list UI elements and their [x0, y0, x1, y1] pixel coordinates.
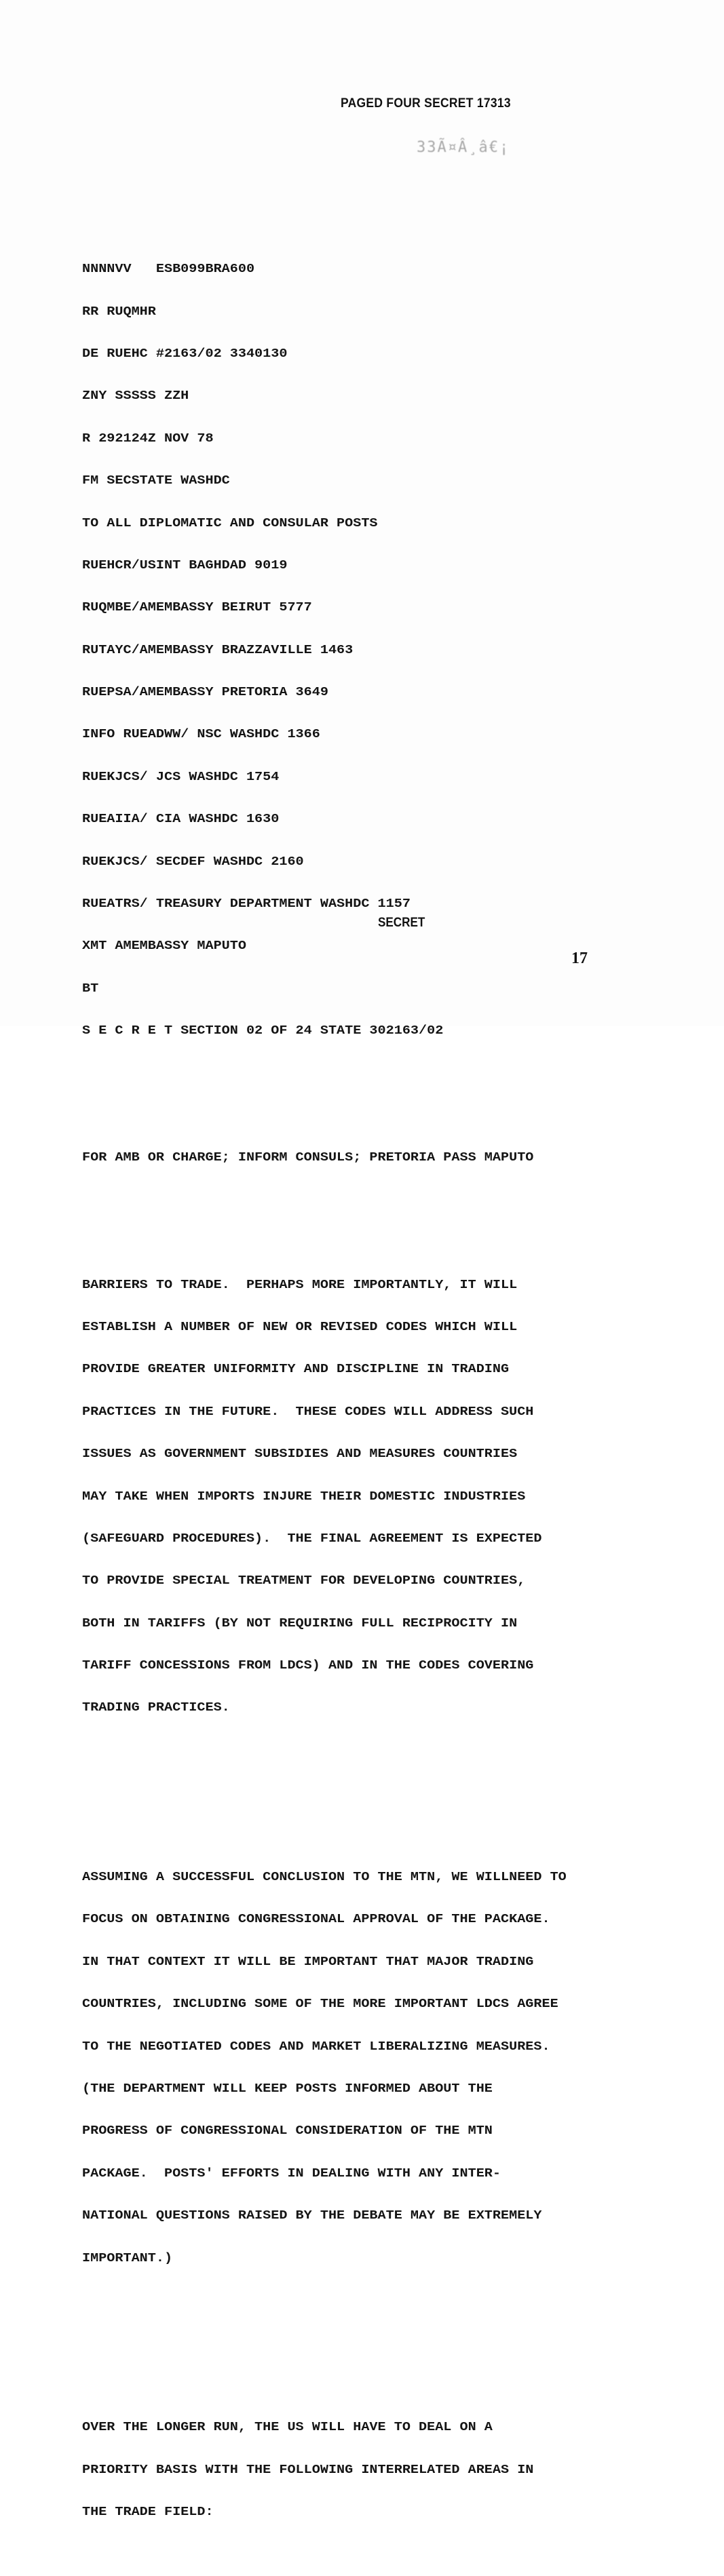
spacer [82, 1786, 567, 1800]
body-line: (THE DEPARTMENT WILL KEEP POSTS INFORMED ABOUT THE [82, 2082, 493, 2096]
header-line: RUEKJCS/ JCS WASHDC 1754 [82, 770, 280, 784]
message-header-block [82, 235, 567, 1067]
header-line: ZNY SSSSS ZZH [82, 389, 189, 404]
header-line: DE RUEHC #2163/02 3340130 [82, 347, 288, 361]
paragraph-3 [82, 2393, 567, 2548]
header-line: BT [82, 981, 99, 996]
header-line: TO ALL DIPLOMATIC AND CONSULAR POSTS [82, 516, 378, 530]
body-line: TARIFF CONCESSIONS FROM LDCS) AND IN THE CODES COVERING [82, 1659, 534, 1673]
body-line: BARRIERS TO TRADE. PERHAPS MORE IMPORTANTLY, IT WILL [82, 1278, 518, 1292]
header-line: RUEPSA/AMEMBASSY PRETORIA 3649 [82, 686, 328, 700]
body-line: ASSUMING A SUCCESSFUL CONCLUSION TO THE MTN, WE WILLNEED TO [82, 1871, 567, 1885]
body-line: PRIORITY BASIS WITH THE FOLLOWING INTERRELATED AREAS IN [82, 2463, 534, 2477]
body-line: (SAFEGUARD PROCEDURES). THE FINAL AGREEMENT IS EXPECTED [82, 1531, 542, 1546]
body-line: FOCUS ON OBTAINING CONGRESSIONAL APPROVAL OF THE PACKAGE. [82, 1913, 550, 1927]
page-number: 17 [571, 950, 588, 967]
paragraph-1 [82, 1250, 567, 1744]
header-line: RR RUQMHR [82, 305, 156, 319]
spacer [82, 1109, 567, 1123]
spacer [82, 2336, 567, 2350]
footer-classification: SECRET [378, 916, 425, 930]
body-line: TO THE NEGOTIATED CODES AND MARKET LIBERALIZING MEASURES. [82, 2040, 550, 2054]
header-line: RUQMBE/AMEMBASSY BEIRUT 5777 [82, 601, 312, 615]
body-line: PRACTICES IN THE FUTURE. THESE CODES WILL ADDRESS SUCH [82, 1405, 534, 1419]
body-line: TRADING PRACTICES. [82, 1701, 230, 1715]
body-line: THE TRADE FIELD: [82, 2505, 214, 2519]
addressee-line: FOR AMB OR CHARGE; INFORM CONSULS; PRETORIA PASS MAPUTO [82, 1151, 534, 1165]
header-line: FM SECSTATE WASHDC [82, 474, 230, 488]
cable-body [82, 206, 567, 2576]
header-line: NNNNVV ESB099BRA600 [82, 262, 255, 277]
body-line: IN THAT CONTEXT IT WILL BE IMPORTANT THAT MAJOR TRADING [82, 1955, 534, 1969]
date-stamp: 33Ã¤Â¸â€¡ [417, 139, 510, 156]
paragraph-2 [82, 1842, 567, 2294]
body-line: MAY TAKE WHEN IMPORTS INJURE THEIR DOMESTIC INDUSTRIES [82, 1489, 526, 1504]
header-line: RUTAYC/AMEMBASSY BRAZZAVILLE 1463 [82, 643, 354, 657]
body-line: OVER THE LONGER RUN, THE US WILL HAVE TO DEAL ON A [82, 2421, 493, 2435]
body-line: PROGRESS OF CONGRESSIONAL CONSIDERATION OF THE MTN [82, 2124, 493, 2139]
header-line: RUEHCR/USINT BAGHDAD 9019 [82, 558, 288, 572]
body-line: ESTABLISH A NUMBER OF NEW OR REVISED CODES WHICH WILL [82, 1320, 518, 1334]
body-line: BOTH IN TARIFFS (BY NOT REQUIRING FULL RECIPROCITY IN [82, 1616, 518, 1631]
section-line: S E C R E T SECTION 02 OF 24 STATE 302163/02 [82, 1024, 444, 1038]
body-line: TO PROVIDE SPECIAL TREATMENT FOR DEVELOPING COUNTRIES, [82, 1574, 526, 1588]
header-line: XMT AMEMBASSY MAPUTO [82, 939, 246, 954]
header-line: RUEKJCS/ SECDEF WASHDC 2160 [82, 855, 304, 869]
body-line: ISSUES AS GOVERNMENT SUBSIDIES AND MEASURES COUNTRIES [82, 1447, 518, 1462]
body-line: PACKAGE. POSTS' EFFORTS IN DEALING WITH ANY INTER- [82, 2166, 501, 2181]
body-line: NATIONAL QUESTIONS RAISED BY THE DEBATE MAY BE EXTREMELY [82, 2209, 542, 2223]
header-line: INFO RUEADWW/ NSC WASHDC 1366 [82, 728, 320, 742]
page-header-title: PAGED FOUR SECRET 17313 [341, 96, 511, 111]
header-line: RUEATRS/ TREASURY DEPARTMENT WASHDC 1157 [82, 897, 411, 912]
body-line: COUNTRIES, INCLUDING SOME OF THE MORE IMPORTANT LDCS AGREE [82, 1997, 558, 2012]
header-line: RUEAIIA/ CIA WASHDC 1630 [82, 813, 280, 827]
spacer [82, 1194, 567, 1208]
body-line: PROVIDE GREATER UNIFORMITY AND DISCIPLINE IN TRADING [82, 1363, 510, 1377]
header-line: R 292124Z NOV 78 [82, 431, 214, 446]
body-line: IMPORTANT.) [82, 2251, 173, 2265]
